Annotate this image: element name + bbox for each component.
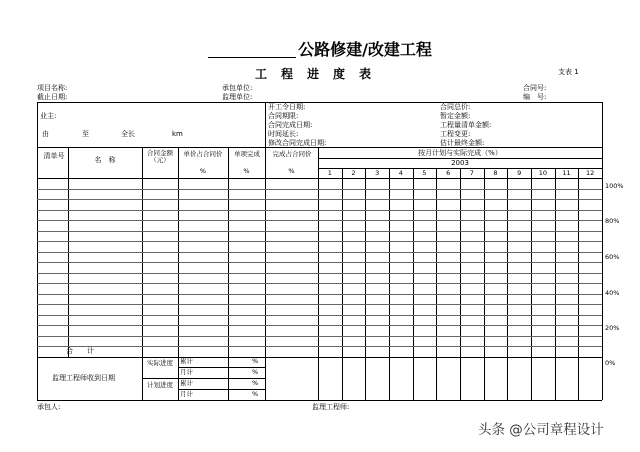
supervisor-unit-label: 监理单位: — [222, 93, 253, 101]
actual-monthly-pct: % — [252, 368, 259, 376]
start-order-date-label: 开工令日期: — [268, 103, 306, 111]
planned-cumulative-label: 累计 — [180, 379, 193, 387]
grid-row-line — [37, 210, 602, 211]
planned-progress-label: 计划进度 — [147, 381, 173, 389]
project-name-label: 项目名称: — [37, 84, 68, 92]
table-subtitle: 工程进度表 — [254, 67, 385, 81]
y-tick-20: 20% — [605, 324, 620, 332]
grid-row-line — [37, 346, 602, 347]
grid-row-line — [37, 325, 602, 326]
completed-pct-header: 完成占合同价 — [272, 150, 312, 158]
provisional-sum-label: 暂定金额: — [440, 112, 471, 120]
length-label: 全长 — [121, 130, 135, 138]
title-text: 公路修建/改建工程 — [298, 40, 432, 59]
project-name-blank — [208, 41, 296, 58]
actual-cumulative-pct: % — [252, 357, 259, 365]
annex-label: 支表 1 — [558, 68, 579, 76]
watermark: 头条 @公司章程设计 — [478, 422, 604, 438]
document-title — [0, 37, 640, 60]
y-tick-0: 0% — [605, 359, 616, 367]
month-header-5: 5 — [422, 169, 427, 177]
final-estimate-label: 估计最终金额: — [440, 139, 485, 147]
y-tick-60: 60% — [605, 253, 620, 261]
grid-row-line — [37, 294, 602, 295]
extension-label: 时间延长: — [268, 130, 299, 138]
grid-row-line — [37, 199, 602, 200]
engineer-received-date-label: 监理工程师收到日期 — [52, 374, 115, 382]
month-header-4: 4 — [398, 169, 403, 177]
amount-header: 合同金额（元） — [147, 149, 173, 164]
actual-monthly-label: 月计 — [180, 368, 193, 376]
grid-row-line — [37, 262, 602, 263]
single-done-header: 单项完成 — [234, 150, 260, 158]
actual-progress-label: 实际进度 — [147, 359, 173, 367]
grid-row-line — [37, 252, 602, 253]
footer-contractor-label: 承包人: — [37, 403, 61, 411]
grid-row-line — [37, 336, 602, 337]
month-header-6: 6 — [446, 169, 451, 177]
revised-completion-date-label: 修改合同完成日期: — [268, 139, 327, 147]
year-header: 2003 — [451, 159, 469, 167]
cutoff-date-label: 截止日期: — [37, 93, 68, 101]
contract-no-label: 合同号: — [523, 84, 547, 92]
single-done-unit: % — [243, 167, 250, 175]
grid-row-line — [37, 304, 602, 305]
unit-price-pct-unit: % — [199, 167, 207, 175]
grid-row-line — [37, 315, 602, 316]
unit-price-pct-header: 单价占合同价 — [183, 150, 223, 158]
name-header: 名 称 — [94, 156, 116, 164]
grid-row-line — [37, 283, 602, 284]
month-header-10: 10 — [538, 169, 547, 177]
month-header-11: 11 — [562, 169, 571, 177]
month-header-7: 7 — [469, 169, 474, 177]
contractor-label: 承包单位: — [222, 84, 253, 92]
monthly-plan-header: 按月计划与实际完成（%） — [418, 149, 502, 157]
planned-monthly-label: 月计 — [180, 390, 193, 398]
serial-no-label: 编 号: — [523, 93, 547, 101]
month-header-1: 1 — [327, 169, 332, 177]
planned-cumulative-pct: % — [252, 379, 259, 387]
y-tick-80: 80% — [605, 217, 620, 225]
contract-completion-date-label: 合同完成日期: — [268, 121, 313, 129]
grid-row-line — [37, 273, 602, 274]
grid-row-line — [37, 241, 602, 242]
planned-monthly-pct: % — [252, 390, 259, 398]
y-tick-100: 100% — [605, 182, 624, 190]
total-row-label: 合 计 — [66, 347, 94, 355]
contract-period-label: 合同期限: — [268, 112, 299, 120]
month-header-8: 8 — [493, 169, 498, 177]
variation-label: 工程变更: — [440, 130, 471, 138]
y-tick-40: 40% — [605, 289, 620, 297]
boq-amount-label: 工程量清单金额: — [440, 121, 492, 129]
total-price-label: 合同总价: — [440, 103, 471, 111]
grid-row-line — [37, 189, 602, 190]
owner-label: 业主: — [40, 112, 57, 120]
km-label: km — [172, 130, 183, 138]
grid-row-line — [37, 220, 602, 221]
month-header-9: 9 — [517, 169, 522, 177]
from-label: 由 — [42, 130, 49, 138]
to-label: 至 — [82, 130, 89, 138]
month-header-2: 2 — [351, 169, 356, 177]
completed-pct-unit: % — [288, 167, 295, 175]
actual-cumulative-label: 累计 — [180, 357, 193, 365]
month-header-3: 3 — [375, 169, 380, 177]
month-header-12: 12 — [586, 169, 595, 177]
grid-row-line — [37, 231, 602, 232]
footer-engineer-label: 监理工程师: — [312, 403, 350, 411]
item-no-header: 清单号 — [43, 152, 65, 160]
